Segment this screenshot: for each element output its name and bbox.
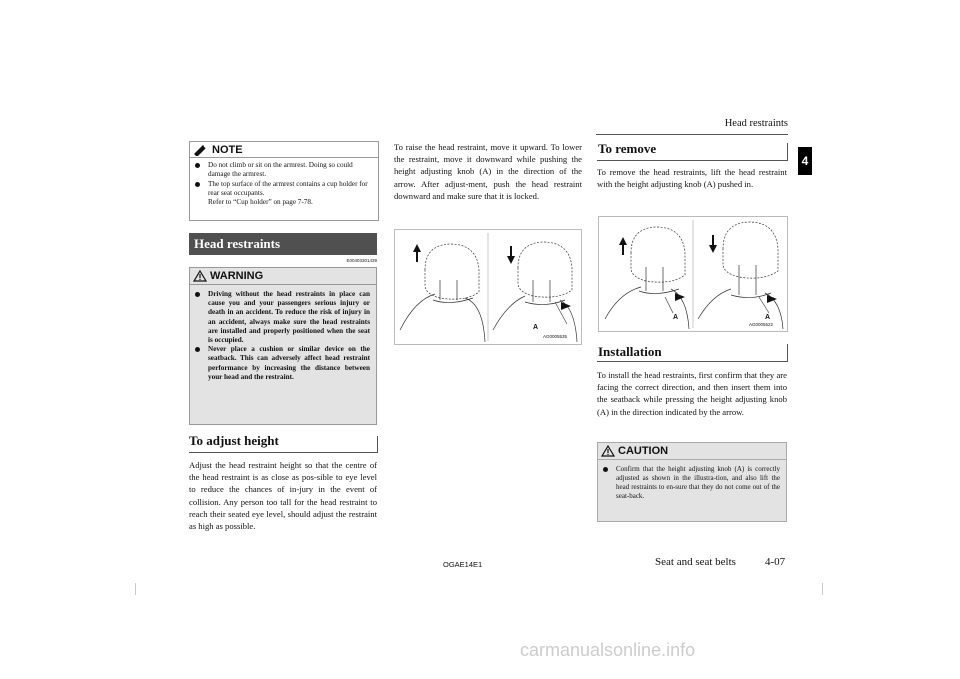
crop-mark — [822, 583, 823, 595]
section-code: E00403301439 — [346, 258, 377, 263]
note-header — [190, 142, 378, 158]
installation-paragraph: To install the head restraints, first confirm that they are facing the correct direction, and then insert them into the seatback while pressing the height adjusting knob (A) in the direction indicated by the arrow. — [597, 370, 787, 417]
caution-item: Confirm that the height adjusting knob (A) is correctly adjusted as shown in the illustra-tion, and also lift the head restraints to en-sure that they do not come out of the seat-back. — [603, 465, 780, 501]
footer-code: OGAE14E1 — [443, 560, 483, 569]
watermark[interactable]: carmanualsonline.info — [520, 640, 696, 660]
adjust-heading-rule — [189, 452, 377, 453]
remove-knob-label: A — [673, 314, 679, 321]
remove-paragraph: To remove the head restraints, lift the head restraint with the height adjusting knob (A) pushed in. — [597, 167, 787, 190]
warning-header — [190, 268, 376, 285]
adjust-height-illustration — [394, 229, 582, 345]
crop-mark — [135, 583, 136, 595]
lift-arrow-icon — [619, 237, 627, 255]
adjust-figure-code: AG0005535 — [543, 334, 568, 339]
warning-item-2: Never place a cushion or similar device on the seatback. This can adversely affect head restraint performance by increasing the distance between your head and the restraint. — [195, 345, 370, 382]
footer-section: Seat and seat belts — [655, 556, 736, 568]
lower-arrow-icon — [709, 235, 717, 253]
remove-heading: To remove — [598, 141, 657, 156]
warning-triangle-icon — [193, 270, 207, 282]
caution-box — [597, 442, 787, 522]
warning-label: WARNING — [210, 270, 264, 282]
caution-header — [598, 443, 786, 460]
adjust-illustration-svg — [395, 230, 581, 344]
note-box — [189, 141, 379, 221]
remove-knob-label-2: A — [765, 314, 771, 321]
installation-heading-tick — [787, 344, 788, 362]
caution-triangle-icon — [601, 445, 615, 457]
adjust-heading: To adjust height — [189, 433, 279, 448]
up-arrow-icon — [413, 244, 421, 262]
installation-heading-rule — [597, 361, 787, 362]
note-item-2: The top surface of the armrest contains a cup holder for rear seat occupants. Refer to “Cup holder” on page 7-78. — [195, 180, 372, 208]
remove-illustration — [598, 216, 788, 332]
warning-item-1: Driving without the head restraints in place can cause you and your passengers serious injury or death in an accident. To reduce the risk of injury in an accident, always make sure the head restraints are installed and properly positioned when the seat is occupied. — [195, 290, 370, 345]
note-item-1: Do not climb or sit on the armrest. Doing so could damage the armrest. — [195, 161, 372, 180]
chapter-tab[interactable]: 4 — [798, 147, 812, 175]
remove-heading-tick — [787, 143, 788, 161]
remove-heading-rule — [597, 160, 787, 161]
note-pencil-icon — [193, 144, 209, 156]
push-arrow-icon — [561, 302, 571, 310]
header-rule — [596, 134, 788, 135]
caution-label: CAUTION — [618, 445, 669, 457]
warning-box — [189, 267, 377, 425]
page-number: 4-07 — [765, 556, 786, 568]
adjust-heading-tick — [377, 436, 378, 453]
section-title: Head restraints — [189, 233, 377, 255]
adjust-knob-label: A — [533, 324, 539, 331]
down-arrow-icon — [507, 246, 515, 264]
remove-illustration-svg — [599, 217, 787, 331]
remove-figure-code: AG0005522 — [749, 322, 774, 327]
installation-heading: Installation — [598, 344, 662, 359]
note-label: NOTE — [212, 143, 243, 156]
adjust-paragraph-1: Adjust the head restraint height so that the centre of the head restraint is as close as pos-sible to eye level to reduce the chances of in-jury in the event of collision. Any person too tall for the head restraint to reach their seated eye level, should adjust the restraint as high as possible. — [189, 460, 377, 532]
adjust-paragraph-2: To raise the head restraint, move it upward. To lower the restraint, move it downward while pushing the height adjusting knob (A) in the direction of the arrow. After adjust-ment, push the head restraint downward and make sure that it is locked. — [394, 142, 582, 201]
knob-arrow-icon-2 — [767, 295, 777, 303]
running-header: Head restraints — [724, 118, 788, 129]
knob-arrow-icon-1 — [675, 293, 685, 301]
